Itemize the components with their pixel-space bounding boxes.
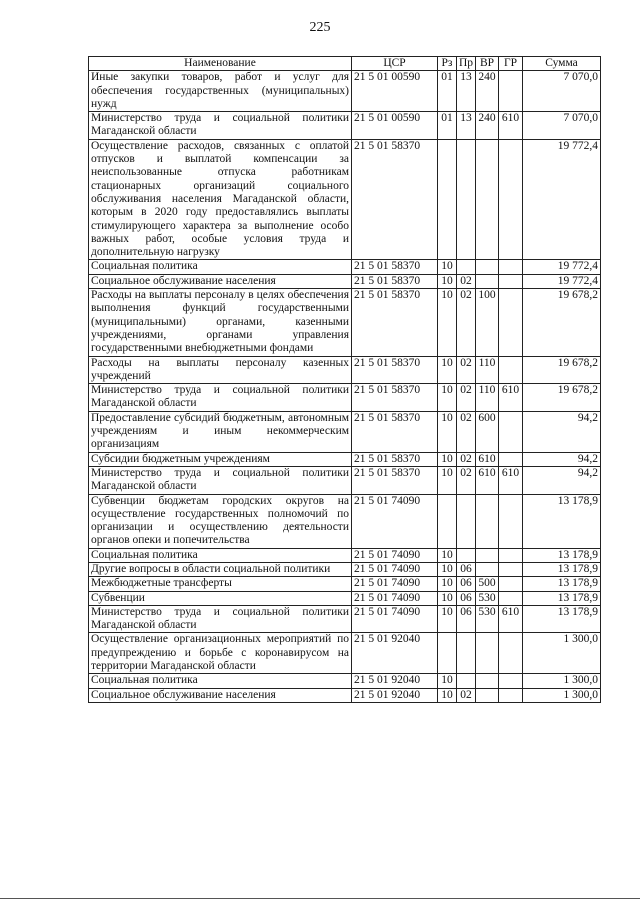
table-row bbox=[89, 591, 601, 605]
row-gr bbox=[499, 452, 523, 466]
row-rz: 10 bbox=[438, 356, 457, 384]
row-sum: 13 178,9 bbox=[523, 562, 601, 576]
row-pr: 02 bbox=[457, 411, 476, 452]
row-gr bbox=[499, 274, 523, 288]
row-gr: 610 bbox=[499, 384, 523, 412]
row-gr bbox=[499, 548, 523, 562]
row-gr: 610 bbox=[499, 112, 523, 140]
row-name: Субвенции бюджетам городских округов на осуществление государственных полномочий по организации и осуществлению деятельности органов опеки и попечительства bbox=[89, 494, 352, 548]
row-name: Субсидии бюджетным учреждениям bbox=[89, 452, 352, 466]
row-pr: 02 bbox=[457, 688, 476, 702]
row-sum: 19 772,4 bbox=[523, 274, 601, 288]
budget-table bbox=[88, 56, 601, 703]
row-rz bbox=[438, 494, 457, 548]
row-name: Иные закупки товаров, работ и услуг для обеспечения государственных (муниципальных) нужд bbox=[89, 71, 352, 112]
table-row bbox=[89, 674, 601, 688]
row-vr: 610 bbox=[476, 452, 499, 466]
row-csr: 21 5 01 74090 bbox=[352, 562, 438, 576]
row-sum: 1 300,0 bbox=[523, 674, 601, 688]
row-rz: 10 bbox=[438, 591, 457, 605]
header-gr: ГР bbox=[499, 57, 523, 71]
row-rz bbox=[438, 633, 457, 674]
row-name: Министерство труда и социальной политики Магаданской области bbox=[89, 466, 352, 494]
row-sum: 13 178,9 bbox=[523, 548, 601, 562]
row-pr: 13 bbox=[457, 112, 476, 140]
row-pr: 02 bbox=[457, 356, 476, 384]
row-csr: 21 5 01 58370 bbox=[352, 384, 438, 412]
row-pr: 06 bbox=[457, 605, 476, 633]
table-row bbox=[89, 633, 601, 674]
row-csr: 21 5 01 58370 bbox=[352, 260, 438, 274]
table-row bbox=[89, 260, 601, 274]
row-csr: 21 5 01 58370 bbox=[352, 466, 438, 494]
header-pr: Пр bbox=[457, 57, 476, 71]
row-vr: 240 bbox=[476, 71, 499, 112]
row-sum: 7 070,0 bbox=[523, 112, 601, 140]
row-gr: 610 bbox=[499, 605, 523, 633]
row-pr bbox=[457, 633, 476, 674]
row-rz: 10 bbox=[438, 384, 457, 412]
row-sum: 19 772,4 bbox=[523, 139, 601, 260]
table-row bbox=[89, 494, 601, 548]
row-name: Осуществление организационных мероприятий по предупреждению и борьбе с коронавирусом на территории Магаданской области bbox=[89, 633, 352, 674]
page-number: 225 bbox=[309, 20, 331, 35]
row-rz: 10 bbox=[438, 577, 457, 591]
row-vr: 530 bbox=[476, 591, 499, 605]
row-csr: 21 5 01 58370 bbox=[352, 356, 438, 384]
row-sum: 13 178,9 bbox=[523, 591, 601, 605]
row-csr: 21 5 01 92040 bbox=[352, 674, 438, 688]
row-vr bbox=[476, 548, 499, 562]
row-name: Социальная политика bbox=[89, 260, 352, 274]
row-sum: 19 678,2 bbox=[523, 356, 601, 384]
row-name: Социальное обслуживание населения bbox=[89, 274, 352, 288]
table-row bbox=[89, 562, 601, 576]
row-csr: 21 5 01 58370 bbox=[352, 411, 438, 452]
row-pr: 02 bbox=[457, 452, 476, 466]
row-pr: 02 bbox=[457, 466, 476, 494]
row-sum: 7 070,0 bbox=[523, 71, 601, 112]
row-name: Субвенции bbox=[89, 591, 352, 605]
row-pr: 06 bbox=[457, 562, 476, 576]
row-gr bbox=[499, 356, 523, 384]
row-sum: 19 678,2 bbox=[523, 384, 601, 412]
row-name: Министерство труда и социальной политики Магаданской области bbox=[89, 605, 352, 633]
row-pr bbox=[457, 260, 476, 274]
row-vr bbox=[476, 674, 499, 688]
row-pr bbox=[457, 674, 476, 688]
row-gr bbox=[499, 633, 523, 674]
row-pr bbox=[457, 139, 476, 260]
row-pr: 02 bbox=[457, 274, 476, 288]
row-csr: 21 5 01 00590 bbox=[352, 71, 438, 112]
row-name: Министерство труда и социальной политики Магаданской области bbox=[89, 112, 352, 140]
row-vr: 240 bbox=[476, 112, 499, 140]
row-sum: 19 678,2 bbox=[523, 289, 601, 356]
row-rz: 10 bbox=[438, 452, 457, 466]
row-vr bbox=[476, 274, 499, 288]
row-sum: 94,2 bbox=[523, 466, 601, 494]
row-gr: 610 bbox=[499, 466, 523, 494]
table-row bbox=[89, 139, 601, 260]
row-rz: 10 bbox=[438, 688, 457, 702]
row-vr bbox=[476, 633, 499, 674]
row-vr bbox=[476, 688, 499, 702]
row-vr bbox=[476, 494, 499, 548]
table-row bbox=[89, 577, 601, 591]
row-rz bbox=[438, 139, 457, 260]
row-pr: 06 bbox=[457, 577, 476, 591]
row-vr bbox=[476, 260, 499, 274]
row-csr: 21 5 01 92040 bbox=[352, 688, 438, 702]
row-pr bbox=[457, 494, 476, 548]
table-row bbox=[89, 688, 601, 702]
row-sum: 19 772,4 bbox=[523, 260, 601, 274]
row-vr: 610 bbox=[476, 466, 499, 494]
row-gr bbox=[499, 674, 523, 688]
row-vr bbox=[476, 562, 499, 576]
row-rz: 10 bbox=[438, 289, 457, 356]
row-name: Расходы на выплаты персоналу в целях обеспечения выполнения функций государственными (муниципальными) органами, казенными учреждениями, органами управления государственными внебюджетными фондами bbox=[89, 289, 352, 356]
table-row bbox=[89, 605, 601, 633]
row-name: Министерство труда и социальной политики Магаданской области bbox=[89, 384, 352, 412]
row-pr bbox=[457, 548, 476, 562]
row-gr bbox=[499, 71, 523, 112]
table-row bbox=[89, 411, 601, 452]
row-rz: 10 bbox=[438, 274, 457, 288]
row-gr bbox=[499, 411, 523, 452]
table-row bbox=[89, 274, 601, 288]
table-row bbox=[89, 466, 601, 494]
page-bottom-divider bbox=[0, 898, 640, 899]
table-row bbox=[89, 71, 601, 112]
row-csr: 21 5 01 74090 bbox=[352, 577, 438, 591]
row-csr: 21 5 01 74090 bbox=[352, 548, 438, 562]
row-name: Другие вопросы в области социальной политики bbox=[89, 562, 352, 576]
row-sum: 94,2 bbox=[523, 452, 601, 466]
row-gr bbox=[499, 139, 523, 260]
row-gr bbox=[499, 494, 523, 548]
row-name: Социальная политика bbox=[89, 674, 352, 688]
row-vr: 100 bbox=[476, 289, 499, 356]
table-row bbox=[89, 289, 601, 356]
row-pr: 02 bbox=[457, 289, 476, 356]
row-name: Осуществление расходов, связанных с оплатой отпусков и выплатой компенсации за неиспользованные отпуска работникам стационарных организаций социального обслуживания населения Магаданской области, которым в 2020 году предоставлялись выплаты стимулирующего характера за выполнение особо важных работ, особые условия труда и дополнительную нагрузку bbox=[89, 139, 352, 260]
row-vr bbox=[476, 139, 499, 260]
row-rz: 10 bbox=[438, 260, 457, 274]
row-sum: 13 178,9 bbox=[523, 494, 601, 548]
header-vr: ВР bbox=[476, 57, 499, 71]
row-rz: 10 bbox=[438, 562, 457, 576]
row-name: Расходы на выплаты персоналу казенных учреждений bbox=[89, 356, 352, 384]
row-vr: 110 bbox=[476, 356, 499, 384]
row-vr: 530 bbox=[476, 605, 499, 633]
row-rz: 10 bbox=[438, 466, 457, 494]
row-rz: 10 bbox=[438, 411, 457, 452]
row-csr: 21 5 01 74090 bbox=[352, 494, 438, 548]
header-csr: ЦСР bbox=[352, 57, 438, 71]
table-row bbox=[89, 452, 601, 466]
row-pr: 13 bbox=[457, 71, 476, 112]
row-csr: 21 5 01 74090 bbox=[352, 605, 438, 633]
row-rz: 01 bbox=[438, 71, 457, 112]
row-sum: 94,2 bbox=[523, 411, 601, 452]
row-csr: 21 5 01 92040 bbox=[352, 633, 438, 674]
row-gr bbox=[499, 260, 523, 274]
row-vr: 500 bbox=[476, 577, 499, 591]
header-name: Наименование bbox=[89, 57, 352, 71]
row-rz: 10 bbox=[438, 674, 457, 688]
header-rz: Рз bbox=[438, 57, 457, 71]
row-csr: 21 5 01 00590 bbox=[352, 112, 438, 140]
row-gr bbox=[499, 688, 523, 702]
row-rz: 10 bbox=[438, 605, 457, 633]
row-gr bbox=[499, 577, 523, 591]
row-vr: 110 bbox=[476, 384, 499, 412]
row-vr: 600 bbox=[476, 411, 499, 452]
row-name: Социальная политика bbox=[89, 548, 352, 562]
row-name: Предоставление субсидий бюджетным, автономным учреждениям и иным некоммерческим организациям bbox=[89, 411, 352, 452]
row-name: Межбюджетные трансферты bbox=[89, 577, 352, 591]
table-row bbox=[89, 548, 601, 562]
row-gr bbox=[499, 289, 523, 356]
table-row bbox=[89, 112, 601, 140]
row-csr: 21 5 01 58370 bbox=[352, 289, 438, 356]
table-row bbox=[89, 356, 601, 384]
row-csr: 21 5 01 58370 bbox=[352, 274, 438, 288]
row-csr: 21 5 01 74090 bbox=[352, 591, 438, 605]
row-name: Социальное обслуживание населения bbox=[89, 688, 352, 702]
row-csr: 21 5 01 58370 bbox=[352, 452, 438, 466]
row-sum: 13 178,9 bbox=[523, 605, 601, 633]
row-sum: 13 178,9 bbox=[523, 577, 601, 591]
row-gr bbox=[499, 591, 523, 605]
row-gr bbox=[499, 562, 523, 576]
table-header-row bbox=[89, 57, 601, 71]
row-csr: 21 5 01 58370 bbox=[352, 139, 438, 260]
row-sum: 1 300,0 bbox=[523, 688, 601, 702]
row-rz: 01 bbox=[438, 112, 457, 140]
header-sum: Сумма bbox=[523, 57, 601, 71]
row-sum: 1 300,0 bbox=[523, 633, 601, 674]
table-row bbox=[89, 384, 601, 412]
row-rz: 10 bbox=[438, 548, 457, 562]
row-pr: 06 bbox=[457, 591, 476, 605]
row-pr: 02 bbox=[457, 384, 476, 412]
